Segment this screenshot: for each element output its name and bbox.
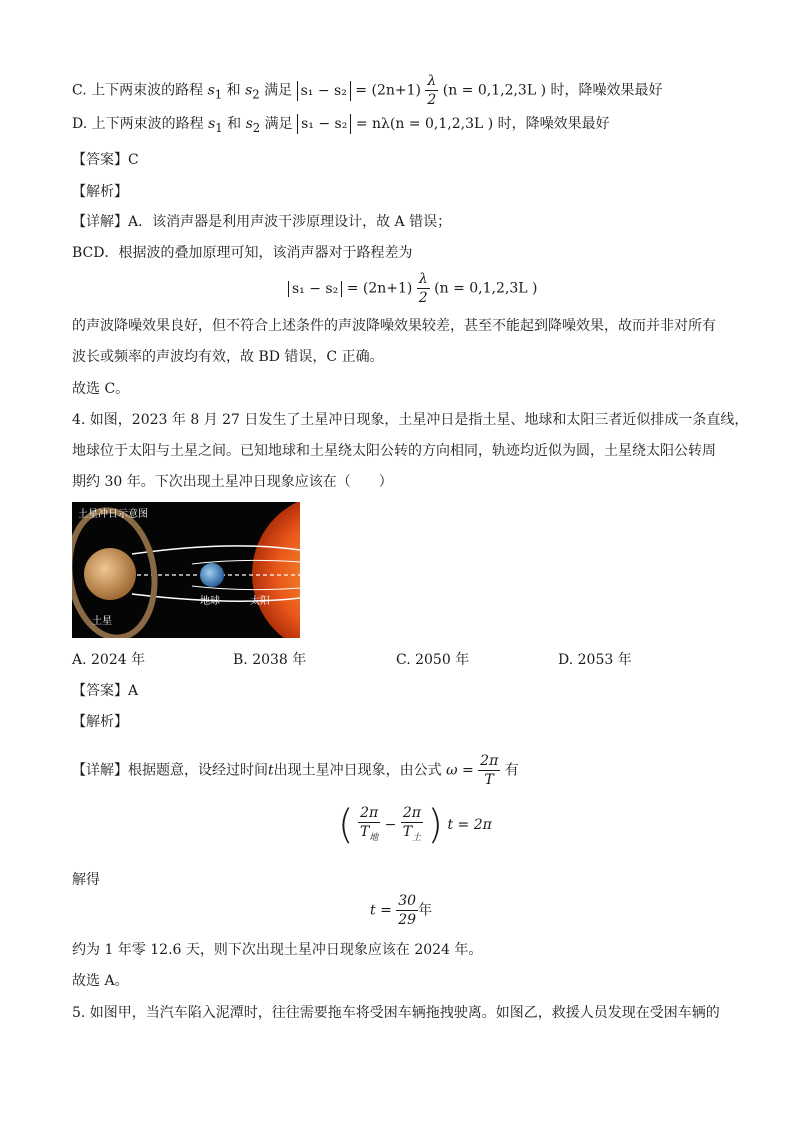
path-diff-equation	[288, 270, 537, 307]
path-diff: s₁ − s₂	[297, 81, 351, 101]
option-d-4: D. 2053 年	[558, 652, 632, 668]
figure-title: 土星冲日示意图	[78, 509, 148, 520]
option-c	[72, 72, 663, 109]
thirty-over-twentynine	[396, 892, 418, 929]
minus-sign: −	[384, 817, 397, 833]
answer-value: A	[128, 683, 139, 699]
detail-tag: 【详解】	[72, 214, 128, 230]
option-a: A. 2024 年	[72, 652, 146, 668]
choose-3: 故选 C。	[72, 381, 130, 397]
question-4-line-2: 地球位于太阳与土星之间。已知地球和土星绕太阳公转的方向相同，轨迹均近似为圆，土星绕太阳公转周	[72, 443, 716, 459]
option-c-4: C. 2050 年	[396, 652, 470, 668]
and-text: 和	[226, 82, 241, 99]
period-equation: ( $\frac{2\pi}{T_地}$ − $\frac{2\pi}{T_土}$ ) t = 2π	[338, 802, 492, 848]
frac-num: 2π	[480, 753, 499, 769]
earth-label: 地球	[200, 596, 220, 607]
T-symbol: T	[402, 823, 413, 840]
option-c-text: C. 上下两束波的路程	[72, 82, 204, 99]
cond-c: (n = 0,1,2,3L )	[442, 82, 547, 99]
t-result	[370, 892, 432, 929]
answer-tag: 【答案】	[72, 152, 128, 168]
satisfy-text: 满足	[264, 82, 293, 99]
s2-sub: 2	[252, 120, 261, 135]
answer-3	[72, 150, 139, 170]
detail-tag: 【详解】	[72, 762, 128, 779]
eq-d: = nλ(n = 0,1,2,3L )	[355, 116, 494, 132]
s2-symbol: s	[245, 82, 253, 99]
detail-3	[72, 212, 451, 232]
t-symbol: t	[268, 762, 274, 779]
detail-tail: 有	[504, 762, 519, 779]
answer-tag: 【答案】	[72, 683, 128, 699]
question-4-line-3: 期约 30 年。下次出现土星冲日现象应该在（ ）	[72, 474, 393, 490]
s1-sub: 1	[215, 120, 223, 135]
detail-text: 根据题意，设经过时间	[128, 762, 268, 779]
paragraph-line-1: 的声波降噪效果良好，但不符合上述条件的声波降噪效果较差，甚至不能起到降噪效果，故而并非对所有	[72, 318, 716, 334]
and-text: 和	[227, 116, 242, 132]
option-b: B. 2038 年	[233, 652, 307, 668]
s1-symbol: s	[208, 116, 216, 132]
satisfy-text: 满足	[264, 116, 293, 132]
paragraph-line-2: 波长或频率的声波均有效，故 BD 错误，C 正确。	[72, 349, 384, 365]
frac-den: T	[484, 772, 494, 788]
detail-text: A．该消声器是利用声波干涉原理设计，故 A 错误；	[128, 214, 452, 230]
frac-den: 2	[427, 92, 437, 108]
lambda-over-two	[425, 72, 438, 109]
option-d-tail: 时，降噪效果最好	[497, 116, 610, 132]
frac-den: 2	[418, 290, 428, 306]
choose-4: 故选 A。	[72, 973, 129, 989]
saturn-label: 土星	[92, 616, 112, 627]
lambda-over-two	[417, 270, 430, 307]
saturn-shape	[84, 548, 136, 600]
saturn-sub: 土	[412, 832, 422, 843]
question-4-line-1: 4. 如图，2023 年 8 月 27 日发生了土星冲日现象，土星冲日是指土星、地球和太阳三者近似排成一条直线，	[72, 412, 749, 428]
two-pi-over-t-saturn	[401, 804, 423, 847]
earth-sub: 地	[369, 832, 379, 843]
option-c-tail: 时，降噪效果最好	[550, 82, 663, 99]
eq-c: = (2n+1)	[346, 280, 413, 297]
sun-label: 太阳	[250, 596, 270, 607]
earth-shape	[200, 563, 224, 587]
t-eq: t =	[370, 902, 392, 919]
frac-num: 2π	[402, 804, 421, 821]
s1-symbol: s	[207, 82, 215, 99]
analysis-4: 【解析】	[72, 714, 128, 730]
s2-symbol: s	[245, 116, 253, 132]
frac-num: 30	[398, 893, 417, 909]
frac-num: λ	[427, 73, 437, 89]
question-5-line-1: 5. 如图甲，当汽车陷入泥潭时，往往需要拖车将受困车辆拖拽驶离。如图乙，救援人员发现在受困车辆的	[72, 1005, 720, 1021]
path-diff: s₁ − s₂	[297, 114, 351, 134]
approx-line: 约为 1 年零 12.6 天，则下次出现土星冲日现象应该在 2024 年。	[72, 942, 483, 958]
solve-label: 解得	[72, 872, 100, 888]
omega-eq: ω =	[446, 762, 474, 779]
bcd-line: BCD．根据波的叠加原理可知，该消声器对于路程差为	[72, 245, 413, 261]
eq-c: = (2n+1)	[355, 82, 421, 99]
eq-2pi: t = 2π	[447, 817, 492, 833]
s2-sub: 2	[252, 87, 260, 102]
answer-4	[72, 681, 138, 701]
frac-num: 2π	[360, 804, 379, 821]
path-diff: s₁ − s₂	[288, 281, 342, 297]
answer-value: C	[128, 152, 139, 168]
frac-num: λ	[418, 271, 428, 287]
analysis-3: 【解析】	[72, 184, 128, 200]
detail-mid: 出现土星冲日现象，由公式	[273, 762, 442, 779]
two-pi-over-t	[478, 752, 500, 789]
cond: (n = 0,1,2,3L )	[434, 280, 538, 297]
option-d-text: D. 上下两束波的路程	[72, 116, 204, 132]
frac-den: 29	[398, 912, 417, 928]
two-pi-over-t-earth	[358, 804, 380, 847]
detail-4	[72, 752, 519, 789]
T-symbol: T	[359, 823, 370, 840]
s1-sub: 1	[214, 87, 223, 102]
year-unit: 年	[418, 902, 433, 919]
saturn-opposition-figure	[72, 502, 300, 638]
sun-shape	[252, 502, 300, 638]
option-d	[72, 114, 610, 138]
